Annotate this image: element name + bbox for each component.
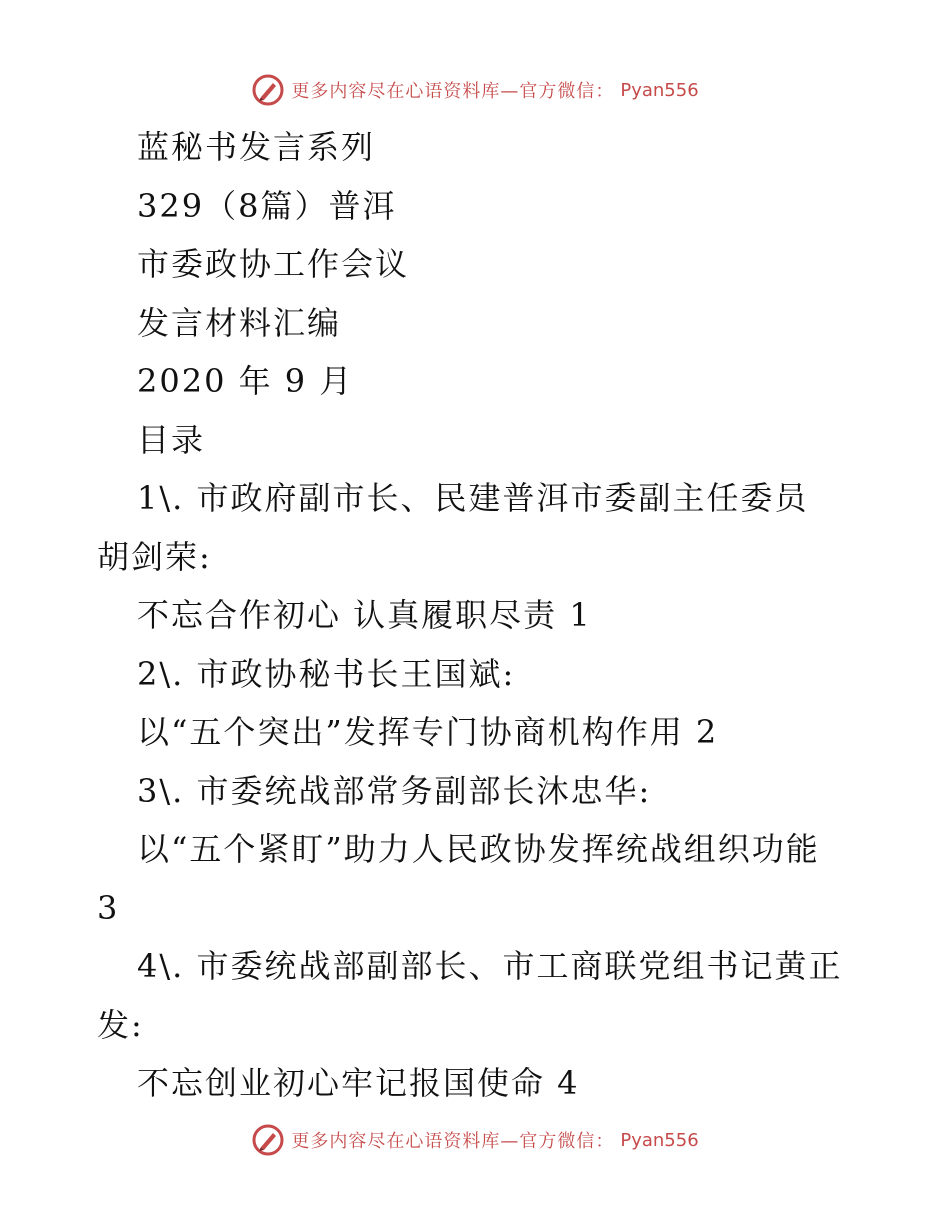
toc-item-title: 不忘合作初心 认真履职尽责 1 xyxy=(137,596,592,634)
doc-line: 2020 年 9 月 xyxy=(137,362,354,400)
pen-logo-icon xyxy=(251,1123,285,1157)
toc-item-title: 不忘创业初心牢记报国使命 4 xyxy=(137,1064,580,1102)
doc-line: 市委政协工作会议 xyxy=(137,245,410,283)
doc-line: 发言材料汇编 xyxy=(137,303,342,342)
toc-item: 4\. 市委统战部副部长、市工商联党组书记黄正 xyxy=(137,947,843,985)
doc-line: 329（8篇）普洱 xyxy=(137,186,397,225)
banner-handle: Pyan556 xyxy=(620,79,699,101)
document-body xyxy=(97,118,857,1113)
toc-item: 3\. 市委统战部常务副部长沐忠华: xyxy=(137,771,652,810)
toc-item-page: 3 xyxy=(97,888,120,927)
toc-heading: 目录 xyxy=(137,420,206,459)
toc-item-title: 以“五个紧盯”助力人民政协发挥统战组织功能 xyxy=(137,830,820,868)
pen-logo-icon xyxy=(251,73,285,107)
toc-item: 2\. 市政协秘书长王国斌: xyxy=(137,654,516,693)
banner-text: 更多内容尽在心语资料库—官方微信： xyxy=(291,1131,615,1152)
toc-item-continuation: 发: xyxy=(97,1005,144,1044)
header-banner xyxy=(0,70,950,110)
toc-item-title: 以“五个突出”发挥专门协商机构作用 2 xyxy=(137,713,719,751)
banner-text: 更多内容尽在心语资料库—官方微信： xyxy=(291,81,615,102)
footer-banner xyxy=(0,1120,950,1160)
doc-line: 蓝秘书发言系列 xyxy=(137,128,376,166)
banner-handle: Pyan556 xyxy=(620,1129,699,1151)
toc-item-continuation: 胡剑荣: xyxy=(97,537,212,576)
toc-item: 1\. 市政府副市长、民建普洱市委副主任委员 xyxy=(137,479,809,517)
